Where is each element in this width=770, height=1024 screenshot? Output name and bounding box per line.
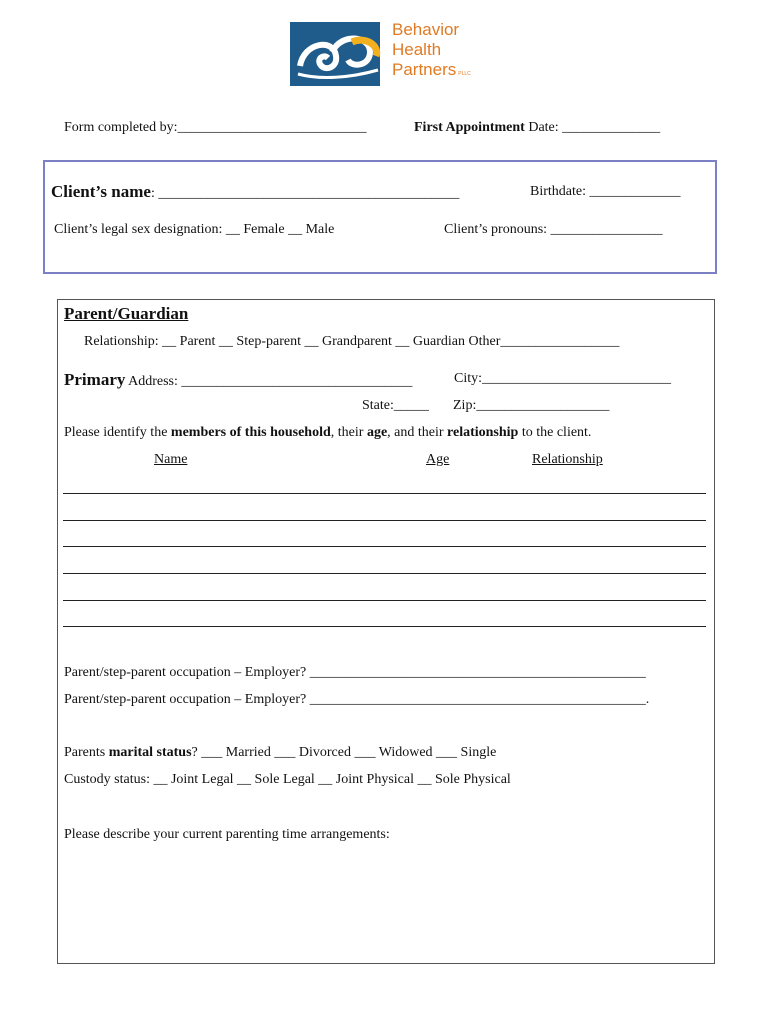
household-bold-3: relationship (447, 425, 519, 440)
occupation-employer-1[interactable]: Parent/step-parent occupation – Employer? ________________________________________________ (64, 665, 646, 680)
logo-line2: Health (392, 40, 442, 59)
primary-address-row[interactable] (64, 370, 412, 390)
marital-text-1: Parents (64, 745, 109, 760)
client-name-label: Client’s name (51, 182, 151, 201)
parenting-time-answer-area[interactable] (64, 850, 704, 955)
legal-sex-designation[interactable]: Client’s legal sex designation: __ Female __ Male (54, 222, 335, 237)
household-member-line[interactable] (63, 546, 706, 547)
first-appointment-date[interactable] (414, 120, 660, 136)
form-completed-by[interactable]: Form completed by:___________________________ (64, 120, 367, 135)
address-field: Address: _________________________________ (125, 374, 413, 389)
occupation-employer-2[interactable]: Parent/step-parent occupation – Employer? ________________________________________________. (64, 692, 650, 707)
custody-status-row[interactable]: Custody status: __ Joint Legal __ Sole Legal __ Joint Physical __ Sole Physical (64, 772, 511, 787)
primary-label: Primary (64, 370, 126, 389)
household-member-line[interactable] (63, 493, 706, 494)
logo-suffix: PLLC (458, 71, 471, 77)
household-member-line[interactable] (63, 520, 706, 521)
first-appointment-label: First Appointment (414, 120, 525, 135)
marital-status-row[interactable] (64, 745, 496, 761)
marital-options: ? ___ Married ___ Divorced ___ Widowed ___ Single (191, 745, 497, 760)
marital-status-label: marital status (108, 745, 192, 760)
household-bold-2: age (366, 425, 388, 440)
column-header-name: Name (154, 452, 188, 467)
household-member-line[interactable] (63, 600, 706, 601)
client-name-row[interactable] (51, 182, 459, 202)
logo-line1: Behavior (392, 20, 460, 39)
household-text-3: , and their (387, 425, 448, 440)
first-appointment-date-field: Date: ______________ (524, 120, 661, 135)
column-header-age: Age (426, 452, 450, 467)
household-text-2: , their (330, 425, 367, 440)
pronouns-field[interactable]: Client’s pronouns: ________________ (444, 222, 663, 237)
zip-field[interactable]: Zip:___________________ (453, 398, 610, 413)
wave-logo-icon (290, 22, 386, 88)
city-field[interactable]: City:___________________________ (454, 371, 672, 386)
relationship-options[interactable]: Relationship: __ Parent __ Step-parent __ Grandparent __ Guardian Other_________________ (84, 334, 620, 349)
logo-wordmark (392, 20, 471, 84)
logo-line3: Partners (392, 60, 457, 79)
parent-guardian-title: Parent/Guardian (64, 304, 189, 323)
household-instructions (64, 425, 591, 441)
household-bold-1: members of this household (170, 425, 331, 440)
household-member-line[interactable] (63, 573, 706, 574)
household-text-1: Please identify the (64, 425, 171, 440)
client-name-field: : ___________________________________________ (150, 186, 460, 201)
parenting-time-prompt: Please describe your current parenting time arrangements: (64, 827, 390, 842)
household-member-line[interactable] (63, 626, 706, 627)
household-text-4: to the client. (518, 425, 592, 440)
company-logo (290, 20, 490, 90)
state-field[interactable]: State:_____ (362, 398, 429, 413)
client-info-box (43, 160, 717, 274)
birthdate-field[interactable]: Birthdate: _____________ (530, 184, 681, 199)
column-header-relationship: Relationship (532, 452, 603, 467)
